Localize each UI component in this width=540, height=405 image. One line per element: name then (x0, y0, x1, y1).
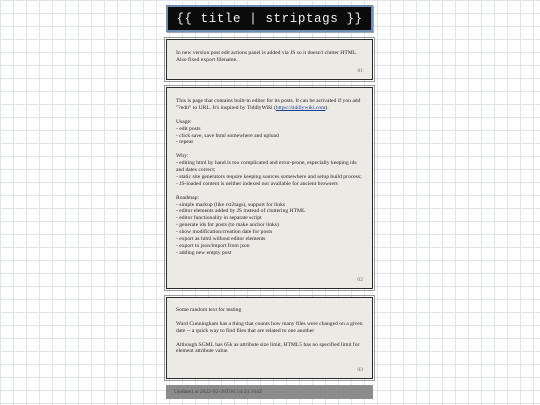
page-title: {{ title | striptags }} (176, 11, 363, 26)
post-paragraph: Roadmap: - simple markup (like txt2tags), support for links - editor elements added by JS instead of cluttering HTML - editor functionality in separate script - generate ids for posts (to make anchor links) - show modification/creation date for posts - export as html without editor elements - export to json/import from json - adding new empty post (176, 194, 306, 256)
tiddlywiki-link[interactable]: https://tiddlywiki.com (275, 104, 326, 111)
post (166, 87, 373, 289)
post-number: 02 (357, 277, 363, 284)
post-number: 01 (357, 68, 363, 75)
post (166, 39, 373, 80)
post (166, 297, 373, 379)
post-paragraph: In new version post edit actions panel is added via JS so it doesn't clutter HTML. Also fixed export filename. (176, 50, 358, 63)
post-paragraph: Usage: - edit posts - click save, save html somewhere and upload - repeat (176, 118, 279, 146)
post-paragraph (176, 98, 363, 112)
post-paragraph: Ward Cunningham has a thing that counts how many files were changed on a given date -- a quick way to find files that are related to one another (176, 320, 363, 334)
post-paragraph: Why: - editing html by hand is too complicated and error-prone, especially keeping ids and dates correct; - static site generators require keeping sources somewhere and setup build process; - JS-loaded content is neither indexed nor available for ancient browsers (176, 153, 362, 187)
post-paragraph: Although SGML has 65k as attribute size limit, HTML5 has no specified limit for element attribute value. (176, 341, 360, 355)
post-intro-end: ). (325, 104, 329, 111)
updated-timestamp: Updated at 2022-02-28T06:14:23.164Z (174, 389, 263, 395)
footer (166, 385, 373, 399)
post-paragraph: Some random text for testing (176, 307, 242, 313)
post-number: 03 (357, 367, 363, 374)
post-intro-text: This is page that contains built-in editor for its posts. It can be activated if you add "?edit" to URL. It's inspired by TiddlyWiki ( (176, 98, 361, 111)
page-title-bar (166, 5, 373, 32)
